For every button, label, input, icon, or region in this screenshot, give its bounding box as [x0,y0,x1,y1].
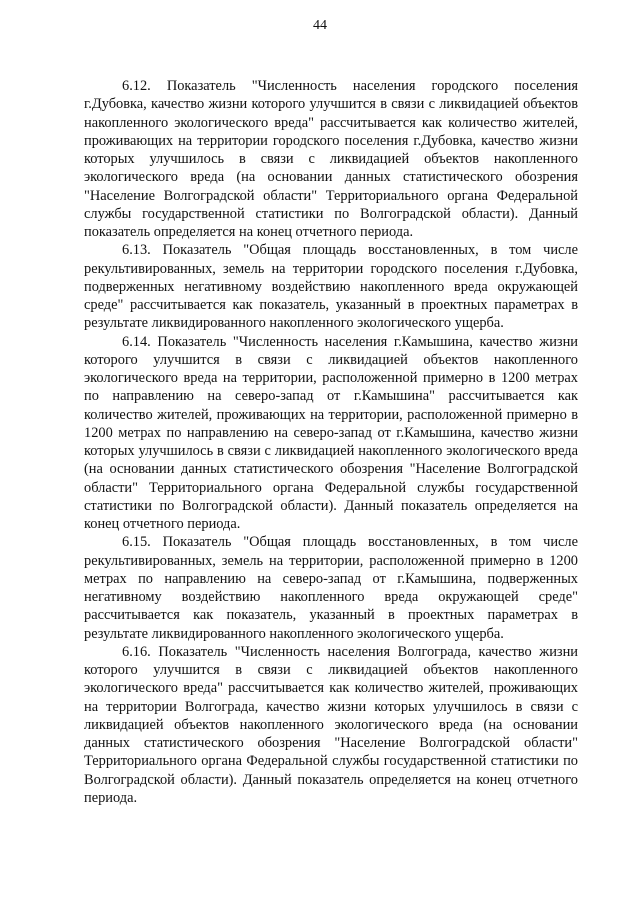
document-body [84,77,578,807]
paragraph-6-13: 6.13. Показатель "Общая площадь восстановленных, в том числе рекультивированных, земель на территории городского поселения г.Дубовка, подверженных негативному воздействию накопленного вреда окружающей среде" рассчитывается как показатель, указанный в проектных параметрах в результате ликвидированного накопленного экологического ущерба. [84,242,578,332]
paragraph-6-14: 6.14. Показатель "Численность населения г.Камышина, качество жизни которого улучшится в связи с ликвидацией объектов накопленного экологического вреда на территории, расположенной примерно в 1200 метрах по направлению на северо-запад от г.Камышина" рассчитывается как количество жителей, проживающих на территории, расположенной примерно в 1200 метрах по направлению на северо-запад от г.Камышина, качество жизни которых улучшилось в связи с ликвидацией накопленного экологического вреда (на основании данных статистического обозрения "Население Волгоградской области" Территориального органа Федеральной службы государственной статистики по Волгоградской области). Данный показатель определяется на конец отчетного периода. [84,333,578,532]
page-number: 44 [313,18,327,33]
paragraph-6-15: 6.15. Показатель "Общая площадь восстановленных, в том числе рекультивированных, земель на территории, расположенной примерно в 1200 метрах по направлению на северо-запад от г.Камышина, подверженных негативному воздействию накопленного вреда окружающей среде" рассчитывается как показатель, указанный в проектных параметрах в результате ликвидированного накопленного экологического ущерба. [84,534,578,642]
paragraph-6-16: 6.16. Показатель "Численность населения Волгограда, качество жизни которого улучшится в связи с ликвидацией объектов накопленного экологического вреда" рассчитывается как количество жителей, проживающих на территории Волгограда, качество жизни которых улучшилось в связи с ликвидацией объектов накопленного экологического вреда (на основании данных статистического обозрения "Население Волгоградской области" Территориального органа Федеральной службы государственной статистики по Волгоградской области). Данный показатель определяется на конец отчетного периода. [84,643,578,806]
paragraph-6-12: 6.12. Показатель "Численность населения городского поселения г.Дубовка, качество жизни которого улучшится в связи с ликвидацией объектов накопленного экологического вреда" рассчитывается как количество жителей, проживающих на территории городского поселения г.Дубовка, качество жизни которых улучшилось в связи с ликвидацией объектов накопленного экологического вреда (на основании данных статистического обозрения "Население Волгоградской области" Территориального органа Федеральной службы государственной статистики по Волгоградской области). Данный показатель определяется на конец отчетного периода. [84,78,578,240]
